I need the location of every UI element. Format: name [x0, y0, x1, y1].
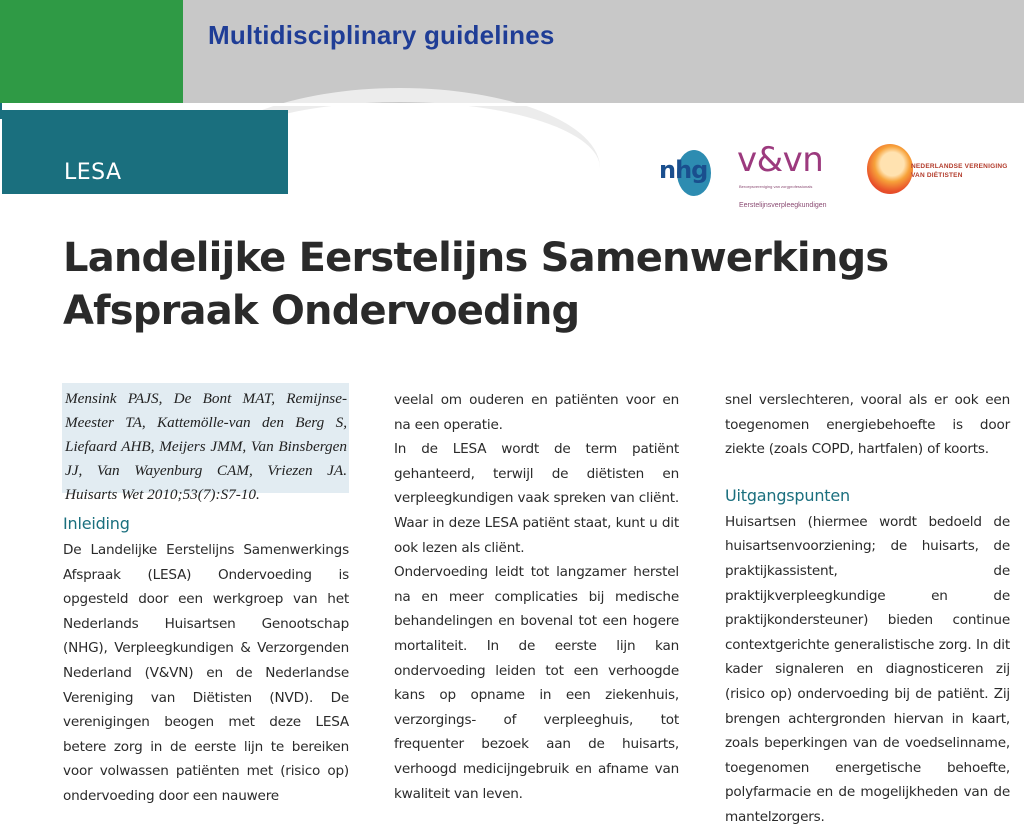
nhg-logo-text: nhg [659, 156, 708, 184]
article-column-2 [394, 388, 679, 806]
nhg-logo [659, 150, 711, 196]
section-heading-uitgangspunten: Uitgangspunten [725, 485, 850, 505]
paragraph: In de LESA wordt de term patiënt gehanteerd, terwijl de diëtisten en verpleegkundigen vaak spreken van cliënt. Waar in deze LESA patiënt staat, kunt u dit ook lezen als cliënt. [394, 441, 679, 556]
vvn-logo [737, 140, 837, 215]
partner-logos [655, 138, 1015, 218]
lesa-label: LESA [64, 160, 122, 185]
header-divider [0, 103, 1024, 106]
citation-box [62, 383, 349, 503]
header-green-block [0, 0, 183, 103]
paragraph: Ondervoeding leidt tot langzamer herstel na en meer complicaties bij medische behandelingen en bovenal tot een hogere mortaliteit. In de eerste lijn kan ondervoeding leiden tot een verhoogde kans op opname in een ziekenhuis, verzorgings- of verpleeghuis, tot frequenter bezoek aan de huisarts, verhoogd medicijngebruik en afname van kwaliteit van leven. [394, 564, 679, 802]
nvd-logo-text: NEDERLANDSE VERENIGING VAN DIËTISTEN [911, 163, 1008, 179]
slide-title: Multidisciplinary guidelines [208, 20, 555, 50]
vvn-logo-subtitle: Beroepsvereniging van zorgprofessionals [739, 184, 813, 189]
nvd-logo [865, 142, 1010, 202]
slide-header [0, 0, 1024, 103]
section-heading-inleiding: Inleiding [63, 514, 130, 533]
paragraph: De Landelijke Eerstelijns Samenwerkings Afspraak (LESA) Ondervoeding is opgesteld door een werkgroep van het Nederlands Huisartsen Genootschap (NHG), Verpleegkundigen & Verzorgenden Nederland (V&VN) en de Nederlandse Vereniging van Diëtisten (NVD). De verenigingen beogen met deze LESA betere zorg in de eerste lijn te bereiken voor volwassen patiënten met (risico op) ondervoeding door een nauwere [63, 542, 349, 804]
vvn-logo-tagline: Eerstelijnsverpleegkundigen [739, 202, 827, 209]
article-column-1 [63, 512, 349, 809]
paragraph: Huisartsen (hiermee wordt bedoeld de huisartsenvoorziening; de huisarts, de praktijkassistent, de praktijkverpleegkundige en de praktijkondersteuner) bieden continue contextgerichte generalistische zorg. In dit kader signaleren en diagnosticeren zij (risico op) ondervoeding bij de patiënt. Zij brengen achtergronden hiervan in kaart, zoals beperkingen van de voedselinname, toegenomen energetische behoefte, polyfarmacie en de mogelijkheden van de mantelzorgers. [725, 513, 1010, 825]
paragraph: veelal om ouderen en patiënten voor en na een operatie. [394, 392, 679, 433]
article-title: Landelijke Eerstelijns Samenwerkings Afspraak Ondervoeding [63, 235, 889, 334]
citation-text: Mensink PAJS, De Bont MAT, Remijnse-Meester TA, Kattemölle-van den Berg S, Liefaard AHB, Meijers JMM, Van Binsbergen JJ, Van Wayenburg CAM, Vriezen JA. Huisarts Wet 2010;53(7):S7-10. [65, 390, 347, 503]
lesa-label-box [2, 110, 288, 194]
paragraph: snel verslechteren, vooral als er ook een toegenomen energiebehoefte is door ziekte (zoals COPD, hartfalen) of koorts. [725, 392, 1010, 458]
vvn-logo-text: v&vn [737, 140, 824, 180]
nvd-logo-emblem [867, 144, 913, 194]
article-column-3 [725, 388, 1010, 830]
